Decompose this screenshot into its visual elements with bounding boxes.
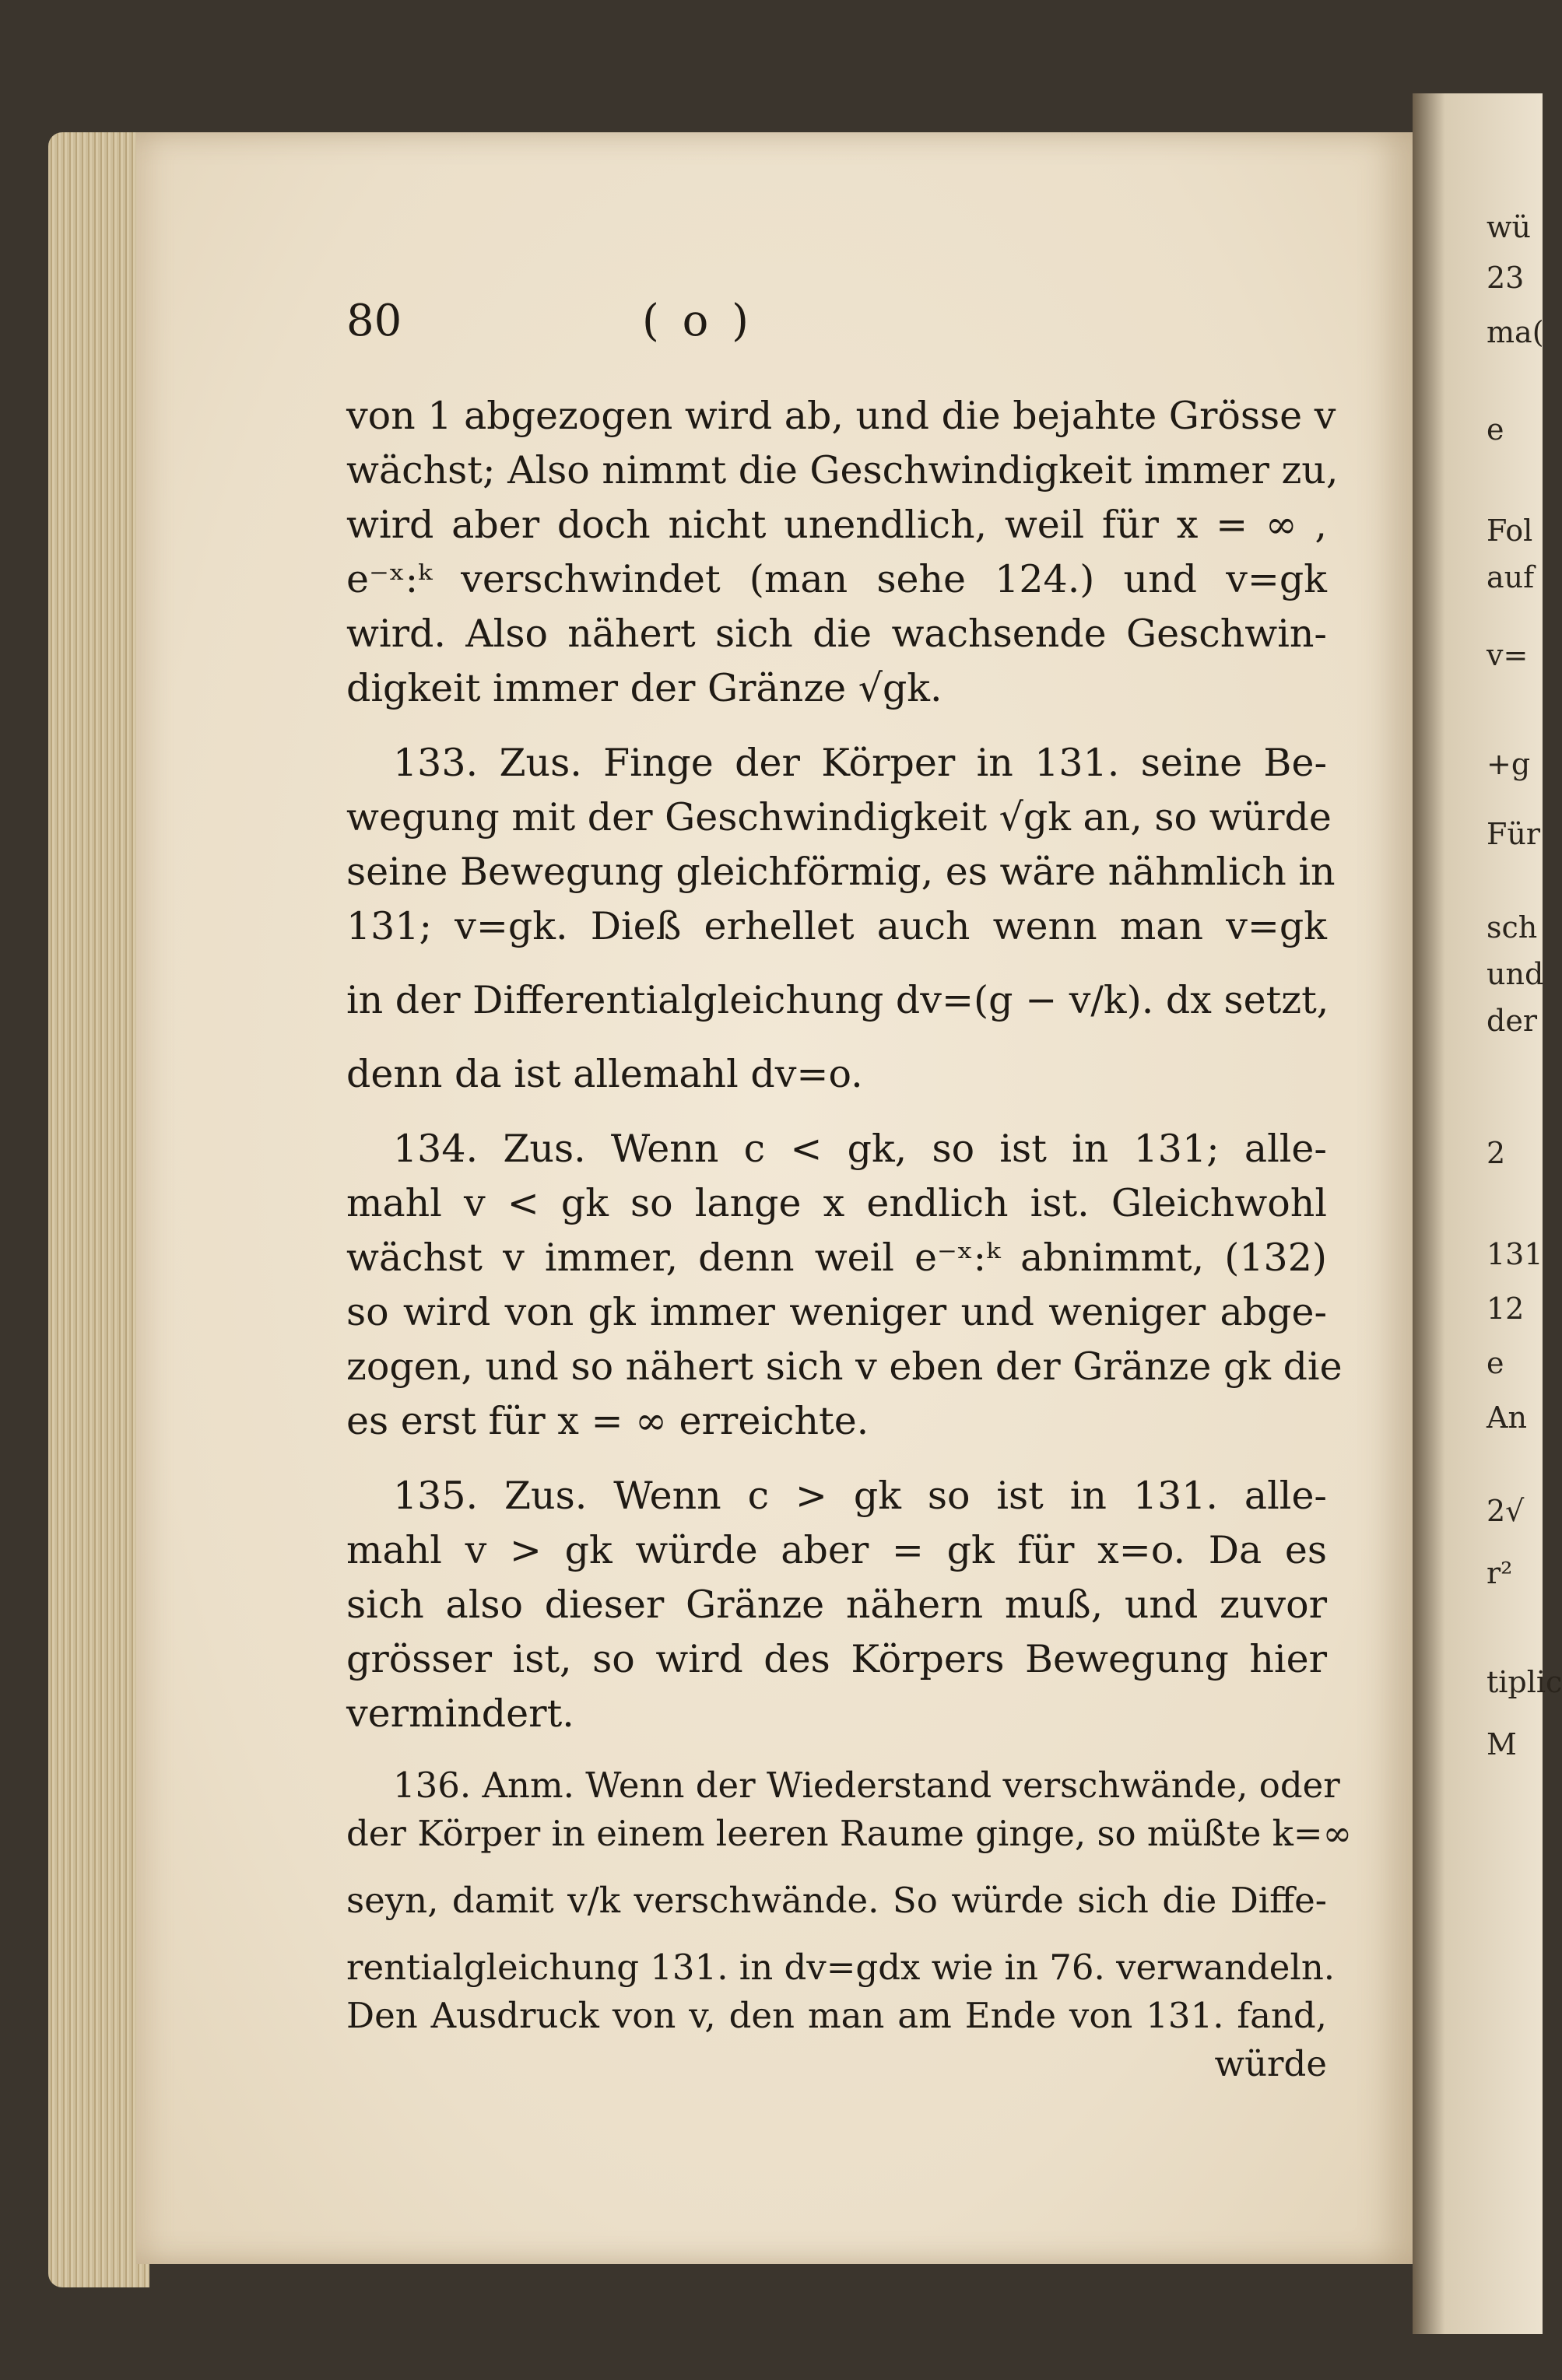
facing-page-fragment bbox=[1413, 93, 1562, 2334]
facing-text: e bbox=[1487, 412, 1504, 447]
text-line: mahl v > gk würde aber = gk für x=o. Da es bbox=[346, 1528, 1327, 1572]
paragraph-133 bbox=[346, 736, 1336, 1102]
text-line: wird. Also nähert sich die wachsende Geschwin- bbox=[346, 612, 1327, 656]
facing-text: wü bbox=[1487, 210, 1531, 244]
catchword: würde bbox=[1214, 2043, 1327, 2084]
text-line: digkeit immer der Gränze √gk. bbox=[346, 666, 942, 710]
facing-text: sch bbox=[1487, 910, 1538, 945]
facing-text: 131 bbox=[1487, 1237, 1543, 1271]
text-line: rentialgleichung 131. in dv=gdx wie in 76. verwandeln. bbox=[346, 1947, 1336, 1988]
text-line: es erst für x = ∞ erreichte. bbox=[346, 1399, 869, 1443]
facing-text: 2√ bbox=[1487, 1494, 1525, 1528]
text-line: sich also dieser Gränze nähern muß, und zuvor bbox=[346, 1583, 1327, 1627]
facing-text: Für bbox=[1487, 817, 1541, 851]
text-line: grösser ist, so wird des Körpers Bewegung hier bbox=[346, 1637, 1327, 1681]
facing-text: ma( bbox=[1487, 315, 1544, 349]
text-line: Den Ausdruck von v, den man am Ende von 131. fand, bbox=[346, 1995, 1327, 2036]
text-line: wird aber doch nicht unendlich, weil für x = ∞ , bbox=[346, 503, 1327, 547]
text-line: so wird von gk immer weniger und weniger abge- bbox=[346, 1290, 1327, 1334]
text-line: 133. Zus. Finge der Körper in 131. seine Be- bbox=[393, 741, 1327, 785]
facing-text: r² bbox=[1487, 1556, 1513, 1590]
text-line: 131; v=gk. Dieß erhellet auch wenn man v=gk bbox=[346, 904, 1327, 948]
text-line: seyn, damit v/k verschwände. So würde sich die Diffe- bbox=[346, 1880, 1327, 1921]
paragraph-134 bbox=[346, 1122, 1343, 1449]
book-page-edges bbox=[48, 132, 149, 2287]
page-body bbox=[346, 389, 1353, 2088]
text-line: 135. Zus. Wenn c > gk so ist in 131. alle- bbox=[393, 1474, 1327, 1518]
text-line: seine Bewegung gleichförmig, es wäre nähmlich in bbox=[346, 850, 1336, 894]
text-line: der Körper in einem leeren Raume ginge, so müßte k=∞ bbox=[346, 1813, 1353, 1854]
page-header bbox=[346, 296, 1047, 358]
facing-text: tiplic bbox=[1487, 1665, 1562, 1699]
facing-text: Fol bbox=[1487, 514, 1533, 548]
text-line: in der Differentialgleichung dv=(g − v/k). dx setzt, bbox=[346, 978, 1329, 1022]
text-line: wächst v immer, denn weil e⁻ˣ:ᵏ abnimmt, (132) bbox=[346, 1236, 1327, 1280]
facing-text: 2 bbox=[1487, 1136, 1506, 1170]
text-line: 136. Anm. Wenn der Wiederstand verschwände, oder bbox=[393, 1765, 1340, 1806]
facing-text: M bbox=[1487, 1727, 1517, 1761]
paragraph-136 bbox=[346, 1761, 1353, 2088]
text-line: von 1 abgezogen wird ab, und die bejahte Grösse v bbox=[346, 394, 1336, 438]
text-line: 134. Zus. Wenn c < gk, so ist in 131; alle- bbox=[393, 1127, 1327, 1171]
facing-text: der bbox=[1487, 1004, 1537, 1038]
header-ornament: ( o ) bbox=[642, 296, 754, 346]
facing-text: v= bbox=[1487, 638, 1529, 672]
facing-text: auf bbox=[1487, 560, 1535, 594]
text-line: mahl v < gk so lange x endlich ist. Gleichwohl bbox=[346, 1181, 1327, 1225]
text-line: vermindert. bbox=[346, 1691, 574, 1736]
facing-text: 12 bbox=[1487, 1292, 1525, 1326]
facing-text: An bbox=[1487, 1400, 1527, 1435]
facing-text: e bbox=[1487, 1346, 1504, 1380]
text-line: zogen, und so nähert sich v eben der Gränze gk die bbox=[346, 1344, 1343, 1389]
text-line: e⁻ˣ:ᵏ verschwindet (man sehe 124.) und v=gk bbox=[346, 557, 1327, 601]
facing-text: +g bbox=[1487, 747, 1531, 781]
text-line: wächst; Also nimmt die Geschwindigkeit immer zu, bbox=[346, 448, 1339, 492]
text-line: wegung mit der Geschwindigkeit √gk an, so würde bbox=[346, 795, 1332, 839]
page-number: 80 bbox=[346, 296, 402, 346]
paragraph-intro bbox=[346, 389, 1339, 716]
paragraph-135 bbox=[346, 1469, 1327, 1741]
facing-text: 23 bbox=[1487, 261, 1525, 295]
facing-text: und bbox=[1487, 957, 1544, 991]
text-line: denn da ist allemahl dv=o. bbox=[346, 1052, 863, 1096]
